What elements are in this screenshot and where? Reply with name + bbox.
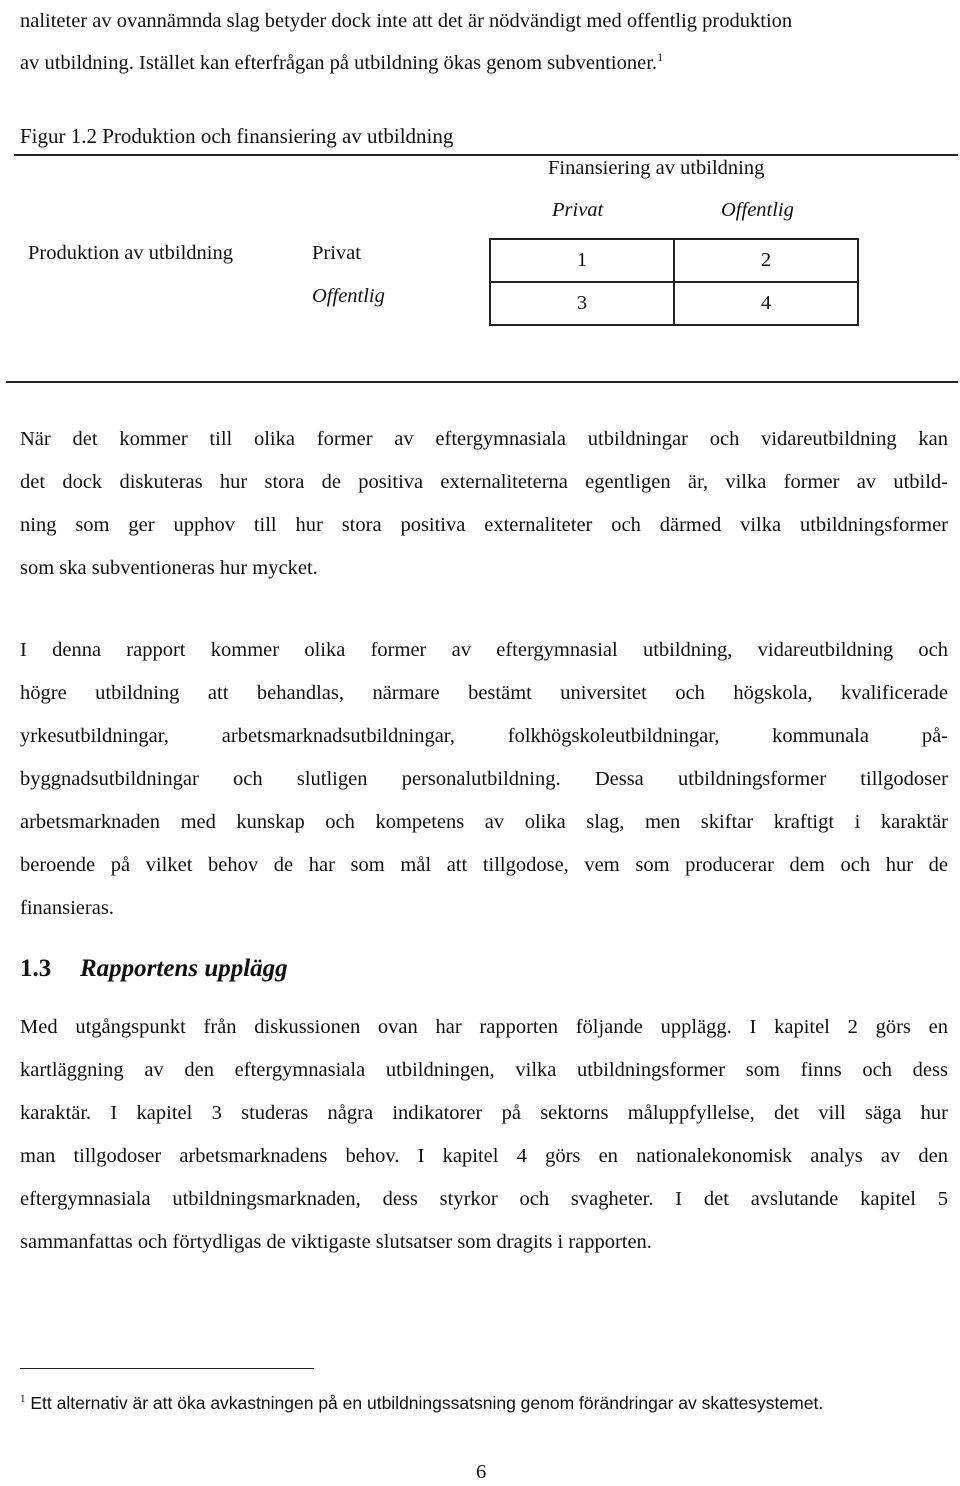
page-number: 6 <box>476 1461 487 1483</box>
paragraph-line: karaktär. I kapitel 3 studeras några indikatorer på sektorns måluppfyllelse, det vill säga hur <box>20 1102 948 1124</box>
figure-bottom-rule <box>6 381 958 383</box>
row-header-privat: Privat <box>312 242 361 264</box>
intro-line-2 <box>20 42 792 84</box>
paragraph-line: finansieras. <box>20 897 114 919</box>
paragraph-line: beroende på vilket behov de har som mål att tillgodose, vem som producerar dem och hur de <box>20 854 948 876</box>
footnote-text: Ett alternativ är att öka avkastningen på en utbildningssatsning genom förändringar av skattesystemet. <box>30 1393 824 1413</box>
column-header-offentlig: Offentlig <box>721 199 794 221</box>
matrix-cell: 3 <box>490 282 674 325</box>
paragraph-externalities <box>20 418 948 590</box>
paragraph-report-scope <box>20 629 948 930</box>
matrix-cell: 1 <box>490 239 674 282</box>
section-heading <box>20 955 288 983</box>
footnote <box>20 1393 823 1414</box>
paragraph-line: eftergymnasiala utbildningsmarknaden, dess styrkor och svagheter. I det avslutande kapitel 5 <box>20 1188 948 1210</box>
figure-top-rule <box>14 154 958 156</box>
matrix-cell: 2 <box>674 239 858 282</box>
intro-line-1: naliteter av ovannämnda slag betyder dock inte att det är nödvändigt med offentlig produktion <box>20 10 793 32</box>
section-title: Rapportens upplägg <box>80 955 288 982</box>
footnote-mark: 1 <box>20 1393 26 1406</box>
paragraph-line: I denna rapport kommer olika former av eftergymnasial utbildning, vidareutbildning och <box>20 639 948 661</box>
row-header-offentlig: Offentlig <box>312 285 385 307</box>
paragraph-line: Med utgångspunkt från diskussionen ovan har rapporten följande upplägg. I kapitel 2 görs en <box>20 1016 948 1038</box>
figure-title: Figur 1.2 Produktion och finansiering av utbildning <box>20 124 454 148</box>
paragraph-line: När det kommer till olika former av eftergymnasiala utbildningar och vidareutbildning kan <box>20 428 948 450</box>
paragraph-line: som ska subventioneras hur mycket. <box>20 557 318 579</box>
paragraph-line: man tillgodoser arbetsmarknadens behov. I kapitel 4 görs en nationalekonomisk analys av den <box>20 1145 948 1167</box>
paragraph-line: kartläggning av den eftergymnasiala utbildningen, vilka utbildningsformer som finns och dess <box>20 1059 948 1081</box>
matrix-row <box>490 282 858 325</box>
matrix-cell: 4 <box>674 282 858 325</box>
paragraph-report-outline <box>20 1006 948 1264</box>
column-header-privat: Privat <box>552 199 604 221</box>
matrix-row <box>490 239 858 282</box>
paragraph-line: högre utbildning att behandlas, närmare bestämt universitet och högskola, kvalificerade <box>20 682 948 704</box>
production-header: Produktion av utbildning <box>28 242 233 264</box>
paragraph-line: yrkesutbildningar, arbetsmarknadsutbildningar, folkhögskoleutbildningar, kommunala på- <box>20 725 948 747</box>
intro-text <box>20 0 792 84</box>
section-number: 1.3 <box>20 955 52 982</box>
paragraph-line: sammanfattas och förtydligas de viktigaste slutsatser som dragits i rapporten. <box>20 1231 652 1253</box>
paragraph-line: det dock diskuteras hur stora de positiva externaliteterna egentligen är, vilka former av utbild- <box>20 471 948 493</box>
footnote-separator <box>20 1368 314 1369</box>
footnote-ref[interactable]: 1 <box>657 50 664 65</box>
intro-line-2-text: av utbildning. Istället kan efterfrågan på utbildning ökas genom subventioner. <box>20 52 658 74</box>
production-financing-matrix <box>489 238 859 326</box>
financing-header: Finansiering av utbildning <box>548 157 765 179</box>
paragraph-line: byggnadsutbildningar och slutligen personalutbildning. Dessa utbildningsformer tillgodoser <box>20 768 948 790</box>
paragraph-line: ning som ger upphov till hur stora positiva externaliteter och därmed vilka utbildningsformer <box>20 514 948 536</box>
paragraph-line: arbetsmarknaden med kunskap och kompetens av olika slag, men skiftar kraftigt i karaktär <box>20 811 948 833</box>
